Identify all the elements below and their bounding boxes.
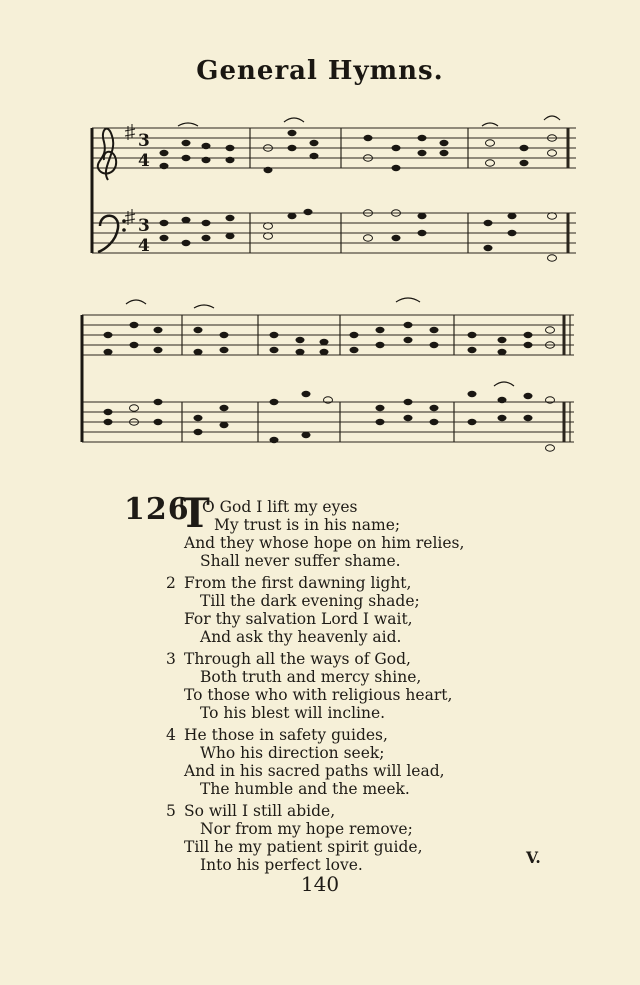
verse-line: So will I still abide, xyxy=(184,802,336,820)
verse-line: Till he my patient spirit guide, xyxy=(184,838,423,856)
hymn-number: 126 xyxy=(124,492,190,527)
key-signature-icon xyxy=(125,124,135,225)
verse-line: And they whose hope on him relies, xyxy=(184,534,465,552)
verse-line: Shall never suffer shame. xyxy=(200,552,401,570)
verse-line: Who his direction seek; xyxy=(200,744,385,762)
bass-clef-icon xyxy=(98,216,126,252)
verse-line: He those in safety guides, xyxy=(184,726,388,744)
treble-clef-icon xyxy=(98,129,116,180)
verse-line: O God I lift my eyes xyxy=(202,498,358,516)
verse-number: 2 xyxy=(166,574,176,592)
verse-line: Nor from my hope remove; xyxy=(200,820,413,838)
drop-cap-letter: T xyxy=(180,490,210,537)
author-initial: V. xyxy=(526,848,541,867)
verse-line: And in his sacred paths will lead, xyxy=(184,762,445,780)
verse-number: 5 xyxy=(166,802,176,820)
svg-text:3: 3 xyxy=(138,216,150,236)
verse-line: To those who with religious heart, xyxy=(184,686,453,704)
svg-text:3: 3 xyxy=(138,131,150,151)
svg-text:4: 4 xyxy=(138,236,150,256)
bass-staff xyxy=(92,213,576,253)
verse-line: The humble and the meek. xyxy=(200,780,410,798)
page-number: 140 xyxy=(300,872,340,896)
music-system-2 xyxy=(78,290,578,465)
verse-number: 3 xyxy=(166,650,176,668)
svg-text:4: 4 xyxy=(138,151,150,171)
verse-line: Through all the ways of God, xyxy=(184,650,411,668)
treble-staff xyxy=(92,128,576,168)
verse-line: Till the dark evening shade; xyxy=(200,592,420,610)
page-title: General Hymns. xyxy=(196,56,444,86)
notes xyxy=(160,130,557,261)
verse-line: My trust is in his name; xyxy=(214,516,401,534)
verse-line: To his blest will incline. xyxy=(200,704,386,722)
time-signature xyxy=(138,131,150,256)
verse-line: And ask thy heavenly aid. xyxy=(200,628,402,646)
verse-line: Both truth and mercy shine, xyxy=(200,668,422,686)
verse-line: From the first dawning light, xyxy=(184,574,412,592)
verse-line: For thy salvation Lord I wait, xyxy=(184,610,413,628)
music-system-1 xyxy=(78,108,578,270)
verse-line: Into his perfect love. xyxy=(200,856,363,874)
verse-number: 4 xyxy=(166,726,176,744)
slurs xyxy=(178,116,560,126)
